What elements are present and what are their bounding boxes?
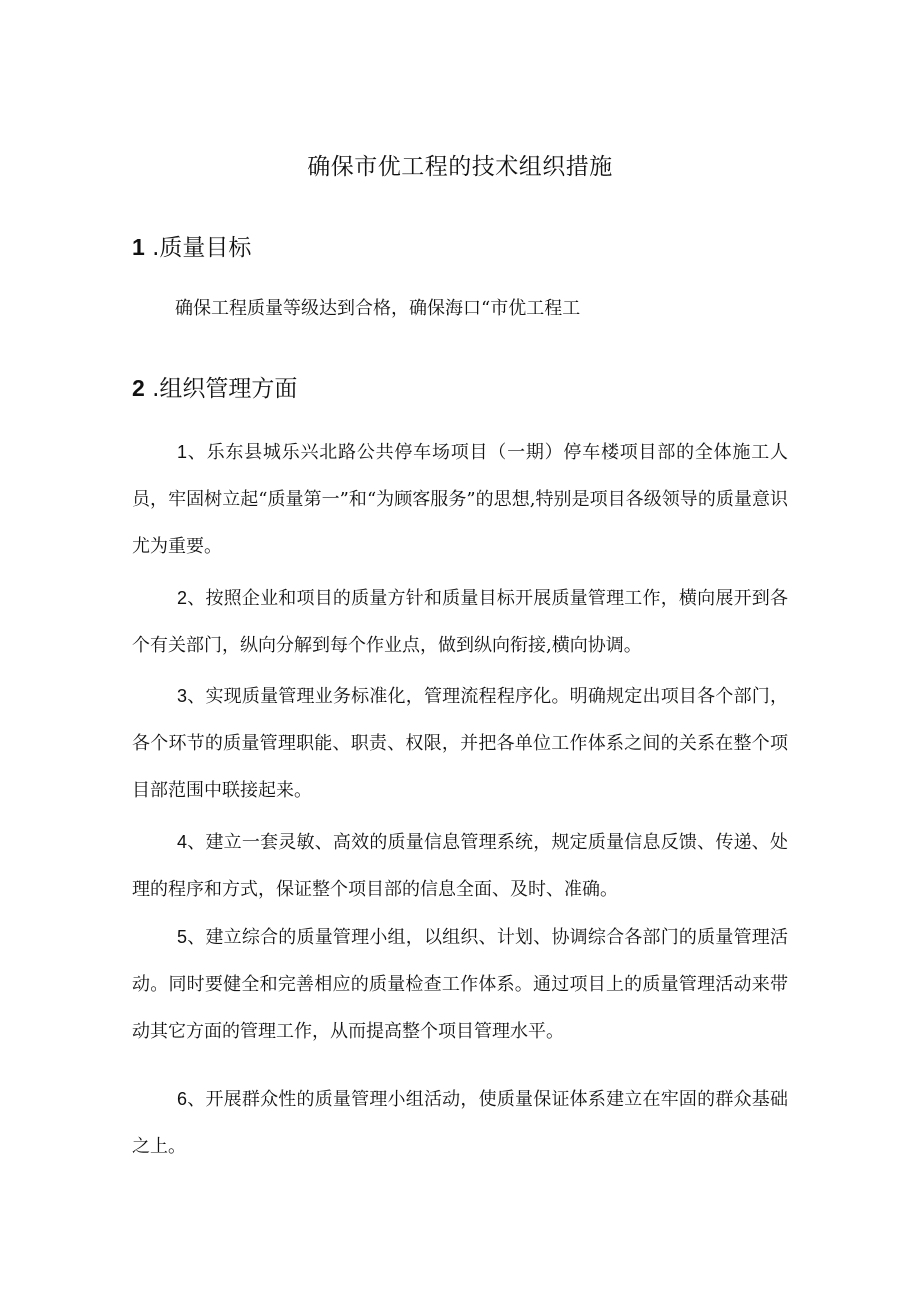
- section-heading-organization-management: [132, 371, 297, 406]
- list-item: [132, 1076, 788, 1170]
- document-title: 确保市优工程的技术组织措施: [307, 154, 613, 180]
- list-item-number: 3、: [177, 686, 206, 706]
- list-item-number: 2、: [177, 588, 206, 608]
- section-number: 2: [132, 375, 145, 401]
- list-item-number: 6、: [177, 1089, 206, 1109]
- list-item-text: 实现质量管理业务标准化，管理流程程序化。明确规定出项目各个部门，各个环节的质量管理职能、职责、权限，并把各单位工作体系之间的关系在整个项目部范围中联接起来。: [132, 686, 788, 801]
- list-item-text: 开展群众性的质量管理小组活动，使质量保证体系建立在牢固的群众基础之上。: [132, 1089, 788, 1157]
- list-item: [132, 914, 788, 1055]
- section-number: 1: [132, 234, 145, 260]
- list-item: [132, 575, 788, 669]
- list-item-text: 建立综合的质量管理小组，以组织、计划、协调综合各部门的质量管理活动。同时要健全和完善相应的质量检查工作体系。通过项目上的质量管理活动来带动其它方面的管理工作，从而提高整个项目管理水平。: [132, 927, 788, 1042]
- list-item: [132, 819, 788, 913]
- section-heading-quality-goal: [132, 230, 251, 265]
- list-item-number: 5、: [177, 927, 206, 947]
- list-item-number: 1、: [177, 442, 207, 462]
- section-heading-text: .质量目标: [144, 235, 252, 261]
- list-item-text: 乐东县城乐兴北路公共停车场项目（一期）停车楼项目部的全体施工人员，牢固树立起“质量第一”和“为顾客服务”的思想,特别是项目各级领导的质量意识尤为重要。: [132, 442, 788, 557]
- list-item: [132, 673, 788, 814]
- list-item-text: 建立一套灵敏、高效的质量信息管理系统，规定质量信息反馈、传递、处理的程序和方式，保证整个项目部的信息全面、及时、准确。: [132, 832, 788, 900]
- list-item: [132, 429, 788, 570]
- list-item-text: 按照企业和项目的质量方针和质量目标开展质量管理工作，横向展开到各个有关部门，纵向分解到每个作业点，做到纵向衔接,横向协调。: [132, 588, 788, 656]
- quality-goal-text: 确保工程质量等级达到合格，确保海口“市优工程工: [175, 298, 581, 319]
- section-heading-text: .组织管理方面: [144, 376, 298, 402]
- list-item-number: 4、: [177, 832, 206, 852]
